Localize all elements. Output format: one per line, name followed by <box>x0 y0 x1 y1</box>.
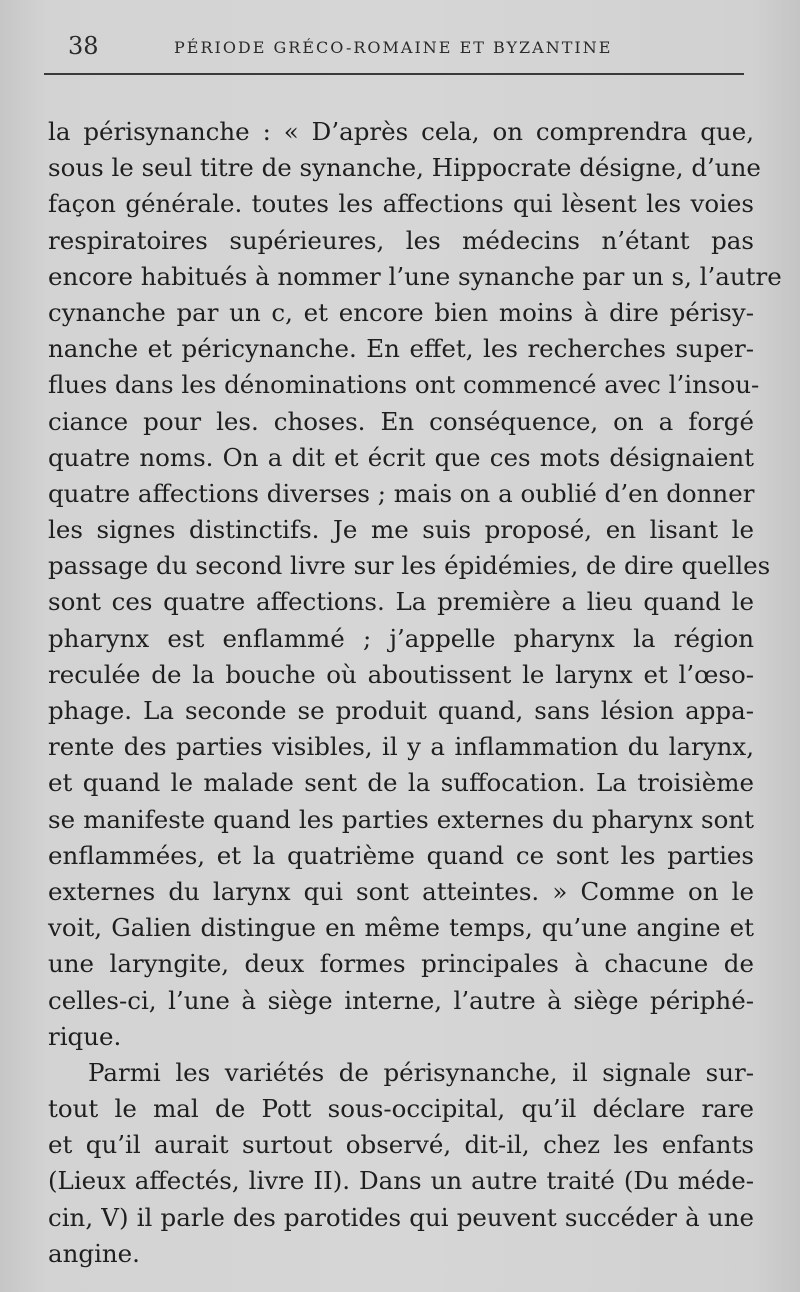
running-title: PÉRIODE GRÉCO-ROMAINE ET BYZANTINE <box>174 38 613 57</box>
text-line: façon générale. toutes les affections qui lèsent les voies <box>48 189 754 219</box>
text-line: reculée de la bouche où aboutissent le larynx et l’œso- <box>48 659 754 689</box>
text-line: rique. <box>48 1021 122 1051</box>
header-rule <box>44 73 744 75</box>
text-line: angine. <box>48 1238 140 1268</box>
text-line: (Lieux affectés, livre II). Dans un autre traité (Du méde- <box>48 1166 754 1196</box>
body-text <box>48 114 782 1272</box>
text-line: voit, Galien distingue en même temps, qu’une angine et <box>48 913 754 943</box>
text-line: passage du second livre sur les épidémies, de dire quelles <box>48 551 771 581</box>
text-line: enflammées, et la quatrième quand ce sont les parties <box>48 840 754 870</box>
text-line: cin, V) il parle des parotides qui peuvent succéder à une <box>48 1202 754 1232</box>
text-line: rente des parties visibles, il y a inflammation du larynx, <box>48 732 754 762</box>
text-line: pharynx est enflammé ; j’appelle pharynx la région <box>48 623 754 653</box>
text-line: les signes distinctifs. Je me suis proposé, en lisant le <box>48 515 754 545</box>
text-line: quatre noms. On a dit et écrit que ces mots désignaient <box>48 442 754 472</box>
text-line: encore habitués à nommer l’une synanche par un s, l’autre <box>48 261 782 291</box>
text-line: ciance pour les. choses. En conséquence, on a forgé <box>48 406 754 436</box>
text-line: phage. La seconde se produit quand, sans lésion appa- <box>48 696 754 725</box>
text-line: sous le seul titre de synanche, Hippocrate désigne, d’une <box>48 153 761 183</box>
text-line: celles-ci, l’une à siège interne, l’autre à siège périphé- <box>48 985 754 1015</box>
page-number: 38 <box>68 32 99 60</box>
text-line: et qu’il aurait surtout observé, dit-il, chez les enfants <box>48 1130 754 1160</box>
text-line: nanche et péricynanche. En effet, les recherches super- <box>48 334 754 364</box>
text-line: externes du larynx qui sont atteintes. » Comme on le <box>48 876 754 906</box>
text-line: flues dans les dénominations ont commencé avec l’insou- <box>48 370 760 400</box>
text-line: respiratoires supérieures, les médecins n’étant pas <box>48 225 754 255</box>
text-line: cynanche par un c, et encore bien moins à dire périsy- <box>48 297 754 327</box>
text-line: tout le mal de Pott sous-occipital, qu’il déclare rare <box>48 1094 754 1124</box>
text-line: et quand le malade sent de la suffocation. La troisième <box>48 768 754 798</box>
text-line: la périsynanche : « D’après cela, on comprendra que, <box>48 117 754 146</box>
text-line: quatre affections diverses ; mais on a oublié d’en donner <box>48 478 755 508</box>
running-header <box>44 26 752 66</box>
text-line: Parmi les variétés de périsynanche, il signale sur- <box>88 1057 754 1087</box>
text-line: sont ces quatre affections. La première a lieu quand le <box>48 587 754 617</box>
text-line: se manifeste quand les parties externes du pharynx sont <box>48 804 754 834</box>
text-line: une laryngite, deux formes principales à chacune de <box>48 949 754 979</box>
